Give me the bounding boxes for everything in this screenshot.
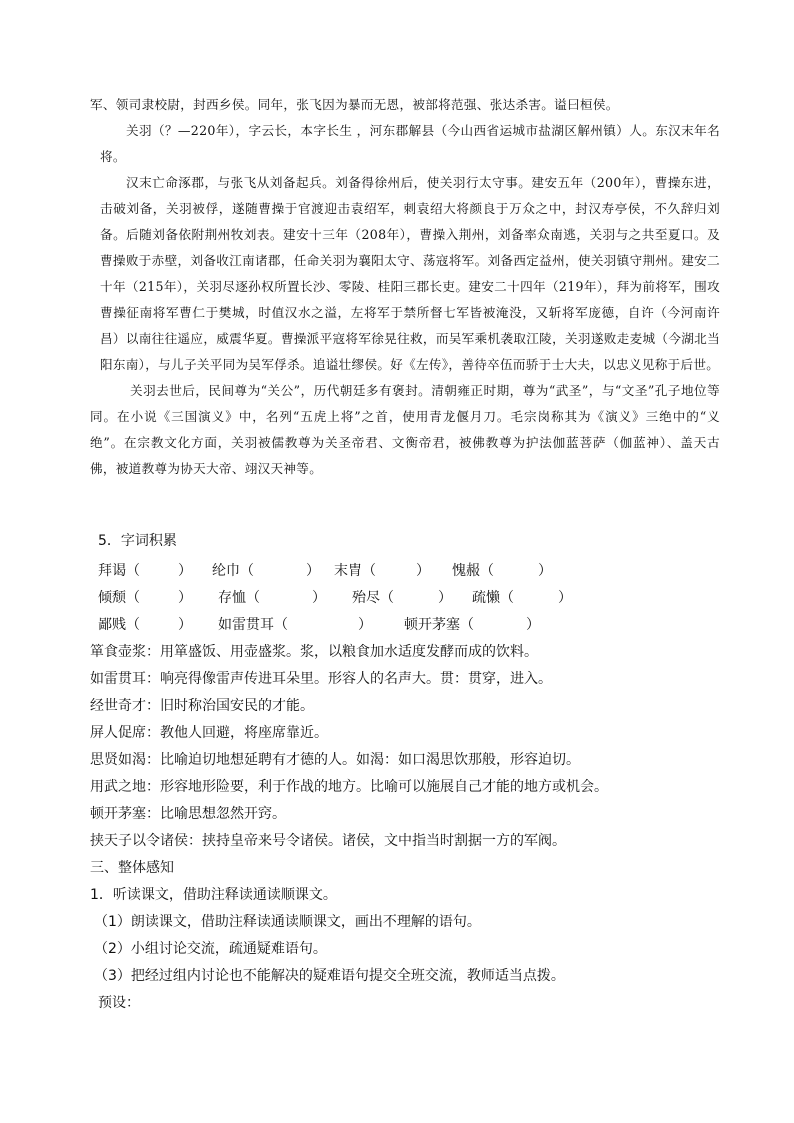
zhangfei-ending-paragraph: 军、领司隶校尉，封西乡侯。同年，张飞因为暴而无恩，被部将范强、张达杀害。谥曰桓侯。: [90, 97, 619, 112]
vocab-word: 倾颓: [98, 590, 126, 606]
vocab-row-1: 拜谒（ ）: [98, 563, 192, 579]
document-page: 军、领司隶校尉，封西乡侯。同年，张飞因为暴而无恩，被部将范强、张达杀害。谥曰桓侯。 关羽（？—220年），字云长，本字长生 ，河东郡解县（今山西省运城市盐湖区解州镇）人。东汉末年名将。 汉末亡命涿郡，与张飞从刘备起兵。刘备得徐州后，使关羽行太守事。建安五年（200年），曹操东进，击破刘备，关羽被俘，遂随曹操于官渡迎击袁绍军，刺袁绍大将颜良于万众之中，封汉寿亭侯，不久辞归刘备。后随刘备依附荆州牧刘表。建安十三年（208年），曹操入荆州，刘备率众南逃，关羽与之共至夏口。及曹操败于赤壁，刘备收江南诸郡，任命关羽为襄阳太守、荡寇将军。刘备西定益州，使关羽镇守荆州。建安二十年（215年），关羽尽逐孙权所置长沙、零陵、桂阳三郡长吏。建安二十四年（219年），拜为前将军，围攻曹操征南将军曹仁于樊城，时值汉水之溢，左将军于禁所督七军皆被淹没，又斩将军庞德，自许（今河南许昌）以南往往遥应，威震华夏。曹操派平寇将军徐晃往救，而吴军乘机袭取江陵，关羽遂败走麦城（今湖北当阳东南），与儿子关平同为吴军俘杀。追谥壮缪侯。好《左传》，善待卒伍而骄于士大夫，以忠义见称于后世。 关羽去世后，民间尊为“关公”，历代朝廷多有褒封。清朝雍正时期，尊为“武圣”，与“文圣”孔子地位等同。在小说《三国演义》中，名列“五虎上将”之首，使用青龙偃月刀。毛宗岗称其为《演义》三绝中的“义绝”。在宗教文化方面，关羽被儒教尊为关圣帝君、文衡帝君，被佛教尊为护法伽蓝菩萨（伽蓝神）、盖天古佛，被道教尊为协天大帝、翊汉天神等。 5．字词积累 拜谒（ ） 纶巾（ ） 末胄（ ） 愧赧（ ） 倾颓（ ） 存恤（ ） 殆尽（ ） 疏懒（ ） 鄙贱（ ） 如雷贯耳（ ） 顿开茅塞（ ） 箪食壶浆：用箪盛饭、用壶盛浆。浆，以粮食加水适度发酵而成的饮料。 如雷贯耳：响亮得像雷声传进耳朵里。形容人的名声大。贯：贯穿，进入。 经世奇才：旧时称治国安民的才能。 屏人促席：教他人回避，将座席靠近。 思贤如渴：比喻迫切地想延聘有才德的人。如渴：如口渴思饮那般，形容迫切。 用武之地：形容地形险要，利于作战的地方。比喻可以施展自己才能的地方或机会。 顿开茅塞：比喻思想忽然开窍。 挟天子以令诸侯：挟持皇帝来号令诸侯。诸侯，文中指当时割据一方的军阀。 三、整体感知 1．听读课文，借助注释读通读顺课文。 （1）朗读课文，借助注释读通读顺课文，画出不理解的语句。 （2）小组讨论交流，疏通疑难语句。 （3）把经过组内讨论也不能解决的疑难语句提交全班交流，教师适当点拨。 预设：: [0, 0, 794, 1123]
definition-line: 用武之地：形容地形险要，利于作战的地方。比喻可以施展自己才能的地方或机会。: [90, 779, 608, 795]
vocab-word: 愧赧: [452, 563, 480, 579]
vocab-word: 顿开茅塞: [404, 617, 460, 633]
vocab-word: 殆尽: [352, 590, 380, 606]
definition-line: 经世奇才：旧时称治国安民的才能。: [90, 698, 314, 714]
section-3-title: 三、整体感知: [90, 860, 174, 876]
vocab-word: 拜谒: [98, 563, 126, 579]
vocab-word: 疏懒: [472, 590, 500, 606]
definition-line: 顿开茅塞：比喻思想忽然开窍。: [90, 806, 286, 822]
guanyu-life-paragraph: 汉末亡命涿郡，与张飞从刘备起兵。刘备得徐州后，使关羽行太守事。建安五年（200年），曹操东进，击破刘备，关羽被俘，遂随曹操于官渡迎击袁绍军，刺袁绍大将颜良于万众之中，封汉寿亭侯，不久辞归刘备。后随刘备依附荆州牧刘表。建安十三年（208年），曹操入荆州，刘备率众南逃，关羽与之共至夏口。及曹操败于赤壁，刘备收江南诸郡，任命关羽为襄阳太守、荡寇将军。刘备西定益州，使关羽镇守荆州。建安二十年（215年），关羽尽逐孙权所置长沙、零陵、桂阳三郡长吏。建安二十四年（219年），拜为前将军，围攻曹操征南将军曹仁于樊城，时值汉水之溢，左将军于禁所督七军皆被淹没，又斩将军庞德，自许（今河南许昌）以南往往遥应，威震华夏。曹操派平寇将军徐晃往救，而吴军乘机袭取江陵，关羽遂败走麦城（今湖北当阳东南），与儿子关平同为吴军俘杀。追谥壮缪侯。好《左传》，善待卒伍而骄于士大夫，以忠义见称于后世。: [100, 175, 720, 372]
vocab-word: 如雷贯耳: [218, 617, 274, 633]
task-subitem-3: （3）把经过组内讨论也不能解决的疑难语句提交全班交流，教师适当点拨。: [94, 968, 565, 984]
vocab-word: 纶巾: [212, 563, 240, 579]
task-item-1: 1．听读课文，借助注释读通读顺课文。: [90, 887, 337, 903]
vocab-word: 末胄: [334, 563, 362, 579]
vocab-row-2: 倾颓（ ）: [98, 590, 192, 606]
section-5-title: 5．字词积累: [98, 533, 177, 549]
vocab-row-3: 鄙贱（ ）: [98, 617, 192, 633]
definition-line: 如雷贯耳：响亮得像雷声传进耳朵里。形容人的名声大。贯：贯穿，进入。: [90, 671, 552, 687]
definition-line: 屏人促席：教他人回避，将座席靠近。: [90, 725, 328, 741]
guanyu-intro-paragraph: 关羽（？—220年），字云长，本字长生 ，河东郡解县（今山西省运城市盐湖区解州镇）人。东汉末年名将。: [100, 123, 720, 164]
task-subitem-2: （2）小组讨论交流，疏通疑难语句。: [94, 941, 327, 957]
task-subitem-1: （1）朗读课文，借助注释读通读顺课文，画出不理解的语句。: [94, 914, 481, 930]
vocab-word: 存恤: [218, 590, 246, 606]
vocab-word: 鄙贱: [98, 617, 126, 633]
definition-line: 思贤如渴：比喻迫切地想延聘有才德的人。如渴：如口渴思饮那般，形容迫切。: [90, 752, 580, 768]
definition-line: 箪食壶浆：用箪盛饭、用壶盛浆。浆，以粮食加水适度发酵而成的饮料。: [90, 644, 538, 660]
definition-line: 挟天子以令诸侯：挟持皇帝来号令诸侯。诸侯，文中指当时割据一方的军阀。: [90, 833, 566, 849]
guanyu-legacy-paragraph: 关羽去世后，民间尊为“关公”，历代朝廷多有褒封。清朝雍正时期，尊为“武圣”，与“文圣”孔子地位等同。在小说《三国演义》中，名列“五虎上将”之首，使用青龙偃月刀。毛宗岗称其为《演义》三绝中的“义绝”。在宗教文化方面，关羽被儒教尊为关圣帝君、文衡帝君，被佛教尊为护法伽蓝菩萨（伽蓝神）、盖天古佛，被道教尊为协天大帝、翊汉天神等。: [90, 383, 720, 476]
biography-block: [90, 92, 720, 482]
preset-label: 预设：: [98, 995, 140, 1011]
